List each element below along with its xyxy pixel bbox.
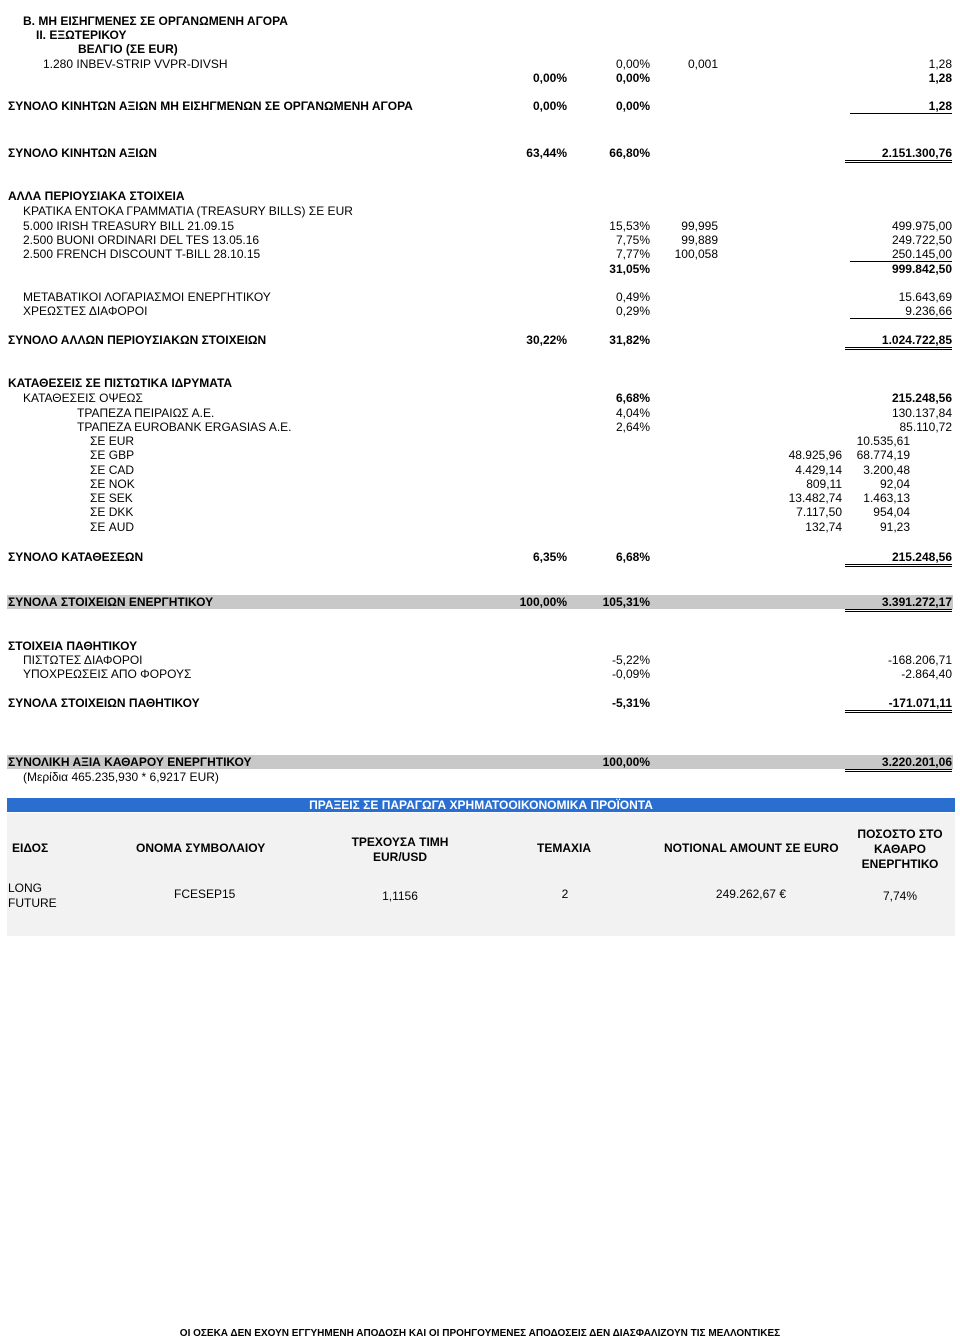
liability-pct: -0,09% (611, 667, 650, 681)
debtors-value: 9.236,66 (850, 304, 952, 319)
bank-name: ΤΡΑΠΕΖΑ ΠΕΙΡΑΙΩΣ Α.Ε. (77, 406, 215, 420)
currency-eur-amount: 91,23 (879, 520, 910, 534)
transit-accounts-label: ΜΕΤΑΒΑΤΙΚΟΙ ΛΟΓΑΡΙΑΣΜΟΙ ΕΝΕΡΓΗΤΙΚΟΥ (23, 290, 271, 304)
equities-total-value: 2.151.300,76 (845, 146, 952, 163)
col-header-nav-pct-line2: ΚΑΘΑΡΟ (873, 842, 927, 856)
currency-eur-amount: 954,04 (873, 505, 910, 519)
tbill-name: 5.000 IRISH TREASURY BILL 21.09.15 (23, 219, 235, 233)
bank-name: ΤΡΑΠΕΖΑ EUROBANK ERGASIAS A.E. (77, 420, 292, 434)
liabilities-total-value: -171.071,11 (845, 696, 952, 713)
country-total-value: 1,28 (928, 71, 952, 85)
tbills-total-pct: 31,05% (609, 262, 650, 276)
currency-eur-amount: 1.463,13 (863, 491, 910, 505)
country-total-pct-b: 0,00% (615, 71, 650, 85)
deposits-total-value: 215.248,56 (845, 550, 952, 567)
tbill-pct: 7,75% (615, 233, 650, 247)
currency-eur-amount: 3.200,48 (863, 463, 910, 477)
derivative-contract-name: FCESEP15 (174, 887, 236, 901)
bank-pct: 4,04% (615, 406, 650, 420)
unlisted-total-label: ΣΥΝΟΛΟ ΚΙΝΗΤΩΝ ΑΞΙΩΝ ΜΗ ΕΙΣΗΓΜΕΝΩΝ ΣΕ ΟΡΓΑΝΩΜΕΝΗ ΑΓΟΡΑ (8, 99, 413, 113)
liability-label: ΥΠΟΧΡΕΩΣΕΙΣ ΑΠΟ ΦΟΡΟΥΣ (23, 667, 192, 681)
deposits-total-pct-b: 6,68% (615, 550, 650, 564)
other-assets-total-pct-b: 31,82% (609, 333, 650, 347)
holding-value: 1,28 (928, 57, 952, 71)
col-header-type: ΕΙΔΟΣ (12, 841, 49, 855)
tbill-value: 250.145,00 (850, 247, 952, 262)
col-header-notional: NOTIONAL AMOUNT ΣΕ EURO (664, 841, 839, 855)
assets-total-pct-b: 105,31% (602, 595, 650, 609)
tbill-price: 100,058 (674, 247, 718, 261)
derivative-nav-pct: 7,74% (882, 889, 918, 903)
transit-accounts-pct: 0,49% (615, 290, 650, 304)
deposits-total-pct-a: 6,35% (532, 550, 567, 564)
foreign-subheading: ΙΙ. ΕΞΩΤΕΡΙΚΟΥ (36, 28, 127, 42)
currency-fx-amount: 4.429,14 (795, 463, 842, 477)
currency-label: ΣΕ AUD (90, 520, 135, 534)
currency-fx-amount: 48.925,96 (788, 448, 842, 462)
sight-deposits-value: 215.248,56 (891, 391, 952, 405)
assets-total-label: ΣΥΝΟΛΑ ΣΤΟΙΧΕΙΩΝ ΕΝΕΡΓΗΤΙΚΟΥ (8, 595, 214, 609)
currency-eur-amount: 10.535,61 (856, 434, 910, 448)
liability-value: -168.206,71 (887, 653, 952, 667)
liabilities-total-label: ΣΥΝΟΛΑ ΣΤΟΙΧΕΙΩΝ ΠΑΘΗΤΙΚΟΥ (8, 696, 200, 710)
equities-total-pct-b: 66,80% (609, 146, 650, 160)
holding-name: 1.280 INBEV-STRIP VVPR-DIVSH (43, 57, 228, 71)
bank-pct: 2,64% (615, 420, 650, 434)
currency-fx-amount: 7.117,50 (796, 505, 842, 519)
unlisted-total-pct-b: 0,00% (615, 99, 650, 113)
derivative-type-line2: FUTURE (8, 896, 57, 910)
derivatives-title-bar: ΠΡΑΞΕΙΣ ΣΕ ΠΑΡΑΓΩΓΑ ΧΡΗΜΑΤΟΟΙΚΟΝΟΜΙΚΑ ΠΡΟΪΟΝΤΑ (7, 798, 955, 812)
tbill-name: 2.500 BUONI ORDINARI DEL TES 13.05.16 (23, 233, 260, 247)
assets-total-value: 3.391.272,17 (845, 595, 952, 612)
nav-label: ΣΥΝΟΛΙΚΗ ΑΞΙΑ ΚΑΘΑΡΟΥ ΕΝΕΡΓΗΤΙΚΟΥ (8, 755, 252, 769)
liabilities-heading: ΣΤΟΙΧΕΙΑ ΠΑΘΗΤΙΚΟΥ (8, 639, 138, 653)
transit-accounts-value: 15.643,69 (898, 290, 952, 304)
unlisted-total-value: 1,28 (850, 99, 952, 114)
derivative-price: 1,1156 (382, 889, 418, 903)
currency-label: ΣΕ DKK (90, 505, 134, 519)
holding-pct: 0,00% (615, 57, 650, 71)
sight-deposits-label: ΚΑΤΑΘΕΣΕΙΣ ΟΨΕΩΣ (23, 391, 143, 405)
nav-units-note: (Μερίδια 465.235,930 * 6,9217 EUR) (23, 770, 219, 784)
unlisted-heading: Β. ΜΗ ΕΙΣΗΓΜΕΝΕΣ ΣΕ ΟΡΓΑΝΩΜΕΝΗ ΑΓΟΡΑ (23, 14, 288, 28)
derivative-notional: 249.262,67 € (715, 887, 786, 901)
unlisted-total-pct-a: 0,00% (532, 99, 567, 113)
tbill-price: 99,995 (681, 219, 718, 233)
bank-value: 85.110,72 (899, 420, 952, 434)
liability-label: ΠΙΣΤΩΤΕΣ ΔΙΑΦΟΡΟΙ (23, 653, 143, 667)
tbill-pct: 7,77% (615, 247, 650, 261)
country-total-pct-a: 0,00% (532, 71, 567, 85)
assets-total-pct-a: 100,00% (519, 595, 567, 609)
liability-value: -2.864,40 (901, 667, 952, 681)
col-header-nav-pct-line1: ΠΟΣΟΣΤΟ ΣΤΟ (857, 827, 943, 841)
liability-pct: -5,22% (611, 653, 650, 667)
col-header-contract: ΟΝΟΜΑ ΣΥΜΒΟΛΑΙΟΥ (136, 841, 266, 855)
tbills-heading: ΚΡΑΤΙΚΑ ΕΝΤΟΚΑ ΓΡΑΜΜΑΤΙΑ (TREASURY BILLS) ΣΕ EUR (23, 204, 353, 218)
currency-eur-amount: 68.774,19 (856, 448, 910, 462)
other-assets-heading: ΑΛΛΑ ΠΕΡΙΟΥΣΙΑΚΑ ΣΤΟΙΧΕΙΑ (8, 189, 185, 203)
currency-eur-amount: 92,04 (879, 477, 910, 491)
currency-label: ΣΕ SEK (90, 491, 133, 505)
derivatives-table (7, 813, 955, 936)
tbill-price: 99,889 (681, 233, 718, 247)
col-header-nav-pct-line3: ΕΝΕΡΓΗΤΙΚΟ (861, 857, 939, 871)
currency-label: ΣΕ GBP (90, 448, 135, 462)
holding-price: 0,001 (687, 57, 718, 71)
col-header-price-line2: EUR/USD (372, 850, 427, 864)
deposits-total-label: ΣΥΝΟΛΟ ΚΑΤΑΘΕΣΕΩΝ (8, 550, 144, 564)
debtors-pct: 0,29% (615, 304, 650, 318)
currency-fx-amount: 13.482,74 (788, 491, 842, 505)
equities-total-label: ΣΥΝΟΛΟ ΚΙΝΗΤΩΝ ΑΞΙΩΝ (8, 146, 157, 160)
tbill-name: 2.500 FRENCH DISCOUNT T-BILL 28.10.15 (23, 247, 261, 261)
bank-value: 130.137,84 (891, 406, 952, 420)
tbill-pct: 15,53% (609, 219, 650, 233)
currency-label: ΣΕ EUR (90, 434, 135, 448)
tbills-total-value: 999.842,50 (891, 262, 952, 276)
other-assets-total-pct-a: 30,22% (526, 333, 567, 347)
col-header-quantity: ΤΕΜΑΧΙΑ (537, 841, 591, 855)
country-heading: ΒΕΛΓΙΟ (ΣΕ EUR) (78, 42, 178, 56)
nav-pct: 100,00% (602, 755, 650, 769)
other-assets-total-label: ΣΥΝΟΛΟ ΑΛΛΩΝ ΠΕΡΙΟΥΣΙΑΚΩΝ ΣΤΟΙΧΕΙΩΝ (8, 333, 267, 347)
disclaimer-footer: ΟΙ ΟΣΕΚΑ ΔΕΝ ΕΧΟΥΝ ΕΓΓΥΗΜΕΝΗ ΑΠΟΔΟΣΗ ΚΑΙ ΟΙ ΠΡΟΗΓΟΥΜΕΝΕΣ ΑΠΟΔΟΣΕΙΣ ΔΕΝ ΔΙΑΣΦΑΛΙΖΟΥΝ ΤΙΣ ΜΕΛΛΟΝΤΙΚΕΣ (179, 1328, 781, 1339)
debtors-label: ΧΡΕΩΣΤΕΣ ΔΙΑΦΟΡΟΙ (23, 304, 148, 318)
tbill-value: 499.975,00 (891, 219, 952, 233)
derivative-type-line1: LONG (8, 881, 43, 895)
sight-deposits-pct: 6,68% (615, 391, 650, 405)
col-header-price-line1: ΤΡΕΧΟΥΣΑ ΤΙΜΗ (351, 835, 449, 849)
currency-label: ΣΕ NOK (90, 477, 135, 491)
equities-total-pct-a: 63,44% (526, 146, 567, 160)
liabilities-total-pct: -5,31% (611, 696, 650, 710)
nav-value: 3.220.201,06 (845, 755, 952, 772)
currency-fx-amount: 809,11 (806, 477, 842, 491)
currency-fx-amount: 132,74 (805, 520, 842, 534)
tbill-value: 249.722,50 (891, 233, 952, 247)
currency-label: ΣΕ CAD (90, 463, 135, 477)
derivative-quantity: 2 (561, 887, 569, 901)
deposits-heading: ΚΑΤΑΘΕΣΕΙΣ ΣΕ ΠΙΣΤΩΤΙΚΑ ΙΔΡΥΜΑΤΑ (8, 376, 233, 390)
other-assets-total-value: 1.024.722,85 (845, 333, 952, 350)
